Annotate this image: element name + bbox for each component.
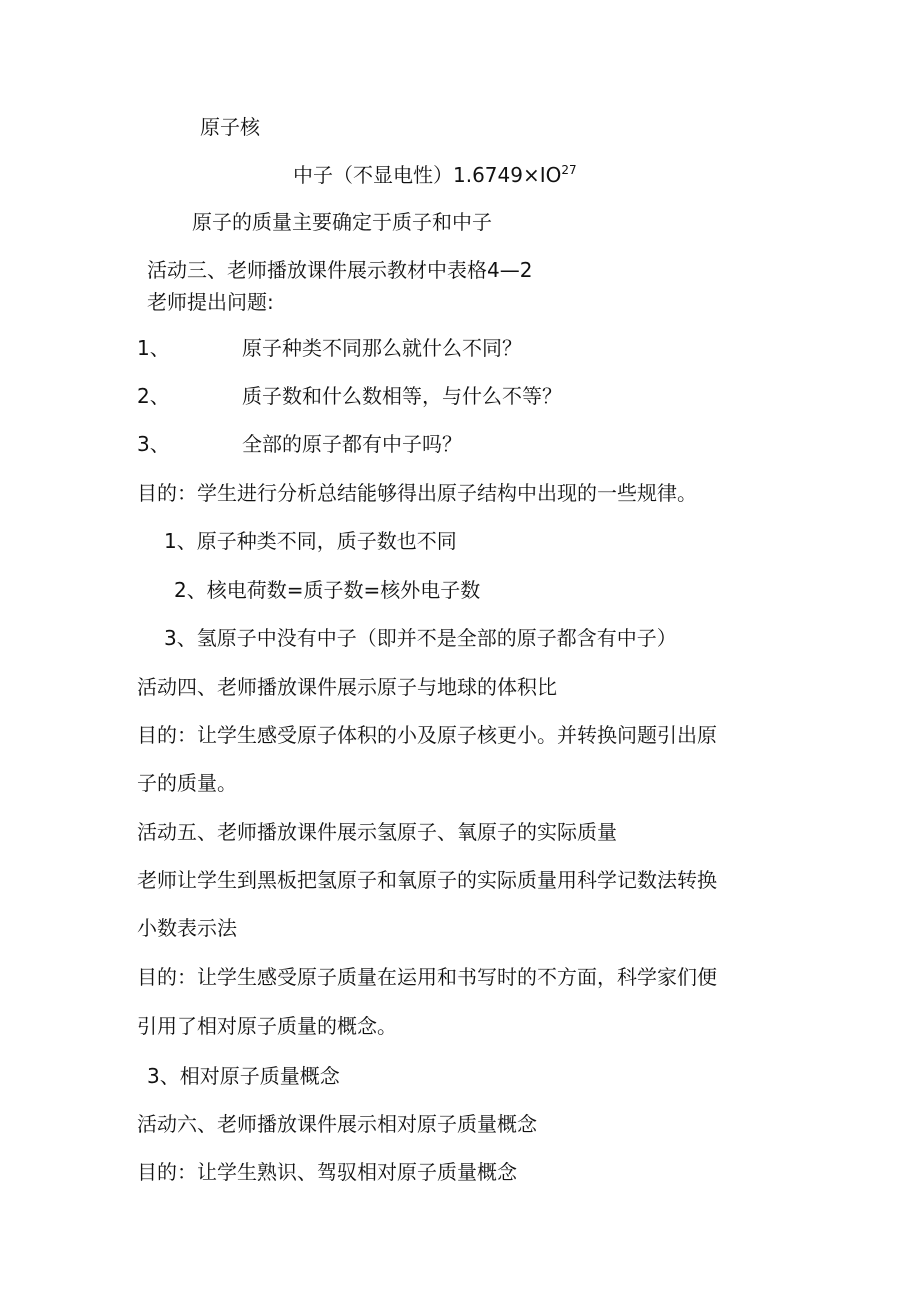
mass-note: 原子的质量主要确定于质子和中子 <box>192 210 492 234</box>
activity-four: 活动四、老师播放课件展示原子与地球的体积比 <box>137 675 557 699</box>
question-number: 3、 <box>137 432 170 456</box>
question-item <box>137 432 170 456</box>
rule-item: 2、核电荷数=质子数=核外电子数 <box>174 578 481 602</box>
teacher-questions-label: 老师提出问题: <box>147 290 274 314</box>
question-text: 质子数和什么数相等，与什么不等？ <box>242 384 562 408</box>
purpose-four-line2: 子的质量。 <box>137 771 237 795</box>
purpose-six: 目的：让学生熟识、驾驭相对原子质量概念 <box>137 1160 517 1184</box>
neutron-line <box>293 163 577 187</box>
purpose-five-line2: 引用了相对原子质量的概念。 <box>137 1014 397 1038</box>
rule-item: 3、氢原子中没有中子（即并不是全部的原子都含有中子） <box>164 626 677 650</box>
activity-six: 活动六、老师播放课件展示相对原子质量概念 <box>137 1112 537 1136</box>
question-number: 2、 <box>137 384 170 408</box>
heading-nucleus: 原子核 <box>200 115 260 139</box>
question-number: 1、 <box>137 336 170 360</box>
question-text: 全部的原子都有中子吗？ <box>242 432 462 456</box>
rule-item: 1、原子种类不同，质子数也不同 <box>164 529 457 553</box>
purpose-four-line1: 目的：让学生感受原子体积的小及原子核更小。并转换问题引出原 <box>137 723 717 747</box>
neutron-text: 中子（不显电性）1.6749×IO <box>293 163 562 187</box>
purpose-five-line1: 目的：让学生感受原子质量在运用和书写时的不方面，科学家们便 <box>137 965 717 989</box>
teacher-five-line2: 小数表示法 <box>137 916 237 940</box>
teacher-five-line1: 老师让学生到黑板把氢原子和氧原子的实际质量用科学记数法转换 <box>137 868 717 892</box>
activity-three: 活动三、老师播放课件展示教材中表格4—2 <box>147 258 533 282</box>
neutron-exponent: 27 <box>561 163 577 177</box>
section-three-heading: 3、相对原子质量概念 <box>147 1064 340 1088</box>
question-item <box>137 336 170 360</box>
activity-five: 活动五、老师播放课件展示氢原子、氧原子的实际质量 <box>137 820 617 844</box>
question-text: 原子种类不同那么就什么不同？ <box>242 336 522 360</box>
question-item <box>137 384 170 408</box>
purpose-three: 目的：学生进行分析总结能够得出原子结构中出现的一些规律。 <box>137 481 697 505</box>
